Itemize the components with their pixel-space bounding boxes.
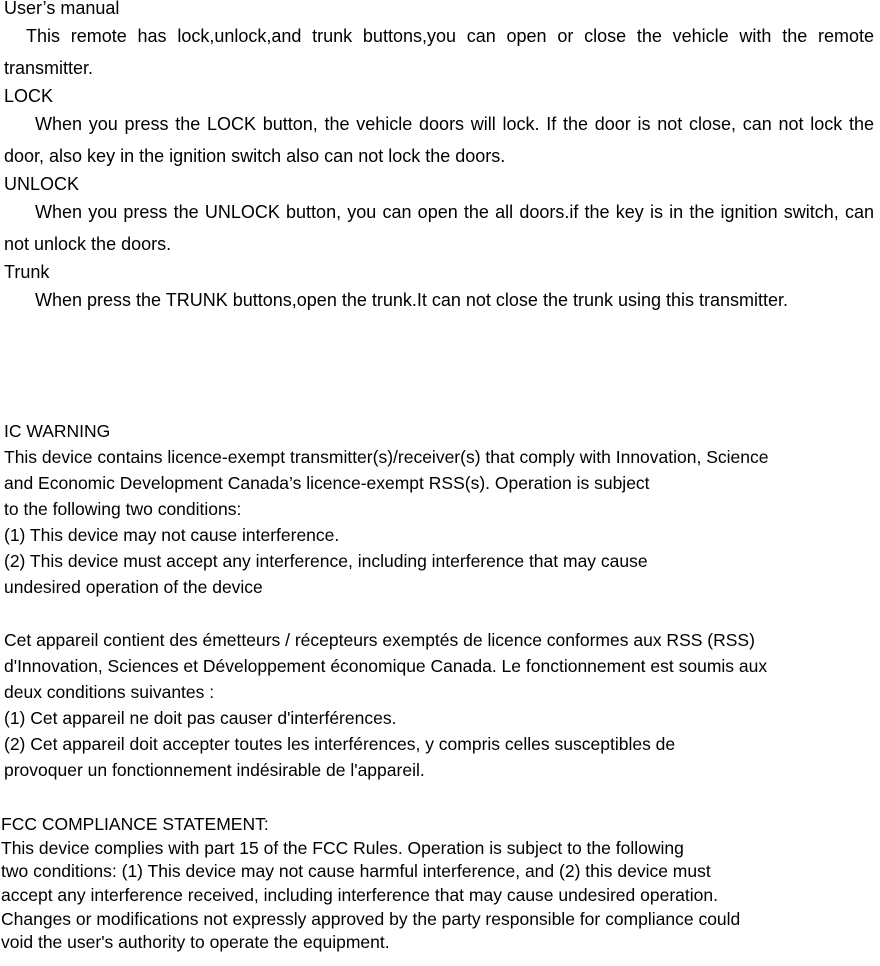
ic-warning-line: (2) This device must accept any interference, including interference that may cause [4, 551, 648, 571]
fcc-compliance-section [1, 813, 877, 955]
fcc-line: This device complies with part 15 of the FCC Rules. Operation is subject to the following [1, 837, 684, 858]
trunk-heading: Trunk [4, 262, 50, 282]
ic-warning-heading: IC WARNING [4, 421, 111, 441]
ic-warning-line: to the following two conditions: [4, 499, 242, 519]
french-warning-line: (1) Cet appareil ne doit pas causer d'interférences. [4, 708, 397, 728]
unlock-heading: UNLOCK [4, 174, 80, 194]
ic-warning-line: (1) This device may not cause interference. [4, 525, 340, 545]
ic-warning-line: and Economic Development Canada’s licence-exempt RSS(s). Operation is subject [4, 473, 650, 493]
fcc-heading: FCC COMPLIANCE STATEMENT: [1, 814, 269, 834]
trunk-text: When press the TRUNK buttons,open the trunk.It can not close the trunk using this transmitter. [35, 290, 789, 310]
manual-intro: This remote has lock,unlock,and trunk buttons,you can open or close the vehicle with the remote transmitter. [4, 26, 874, 78]
fcc-line: Changes or modifications not expressly approved by the party responsible for compliance could [1, 908, 741, 929]
lock-text: When you press the LOCK button, the vehicle doors will lock. If the door is not close, can not lock the door, also key in the ignition switch also can not lock the doors. [4, 114, 874, 166]
fcc-line: two conditions: (1) This device may not cause harmful interference, and (2) this device must [1, 861, 711, 882]
ic-warning-section [4, 418, 880, 600]
french-warning-line: (2) Cet appareil doit accepter toutes les interférences, y compris celles susceptibles de [4, 734, 676, 754]
fcc-line: accept any interference received, including interference that may cause undesired operation. [1, 885, 718, 906]
french-warning-line: provoquer un fonctionnement indésirable de l'appareil. [4, 760, 425, 780]
french-warning-line: d'Innovation, Sciences et Développement économique Canada. Le fonctionnement est soumis aux [4, 656, 768, 676]
french-warning-section [4, 627, 880, 783]
ic-warning-line: undesired operation of the device [4, 577, 263, 597]
manual-title: User’s manual [4, 0, 120, 18]
french-warning-line: Cet appareil contient des émetteurs / récepteurs exemptés de licence conformes aux RSS (RSS) [4, 630, 755, 650]
lock-heading: LOCK [4, 86, 54, 106]
unlock-text: When you press the UNLOCK button, you can open the all doors.if the key is in the ignition switch, can not unlock the doors. [4, 202, 874, 254]
french-warning-line: deux conditions suivantes : [4, 682, 215, 702]
fcc-line: void the user's authority to operate the equipment. [1, 932, 390, 953]
users-manual-section [4, 0, 874, 316]
ic-warning-line: This device contains licence-exempt transmitter(s)/receiver(s) that comply with Innovation, Science [4, 447, 769, 467]
